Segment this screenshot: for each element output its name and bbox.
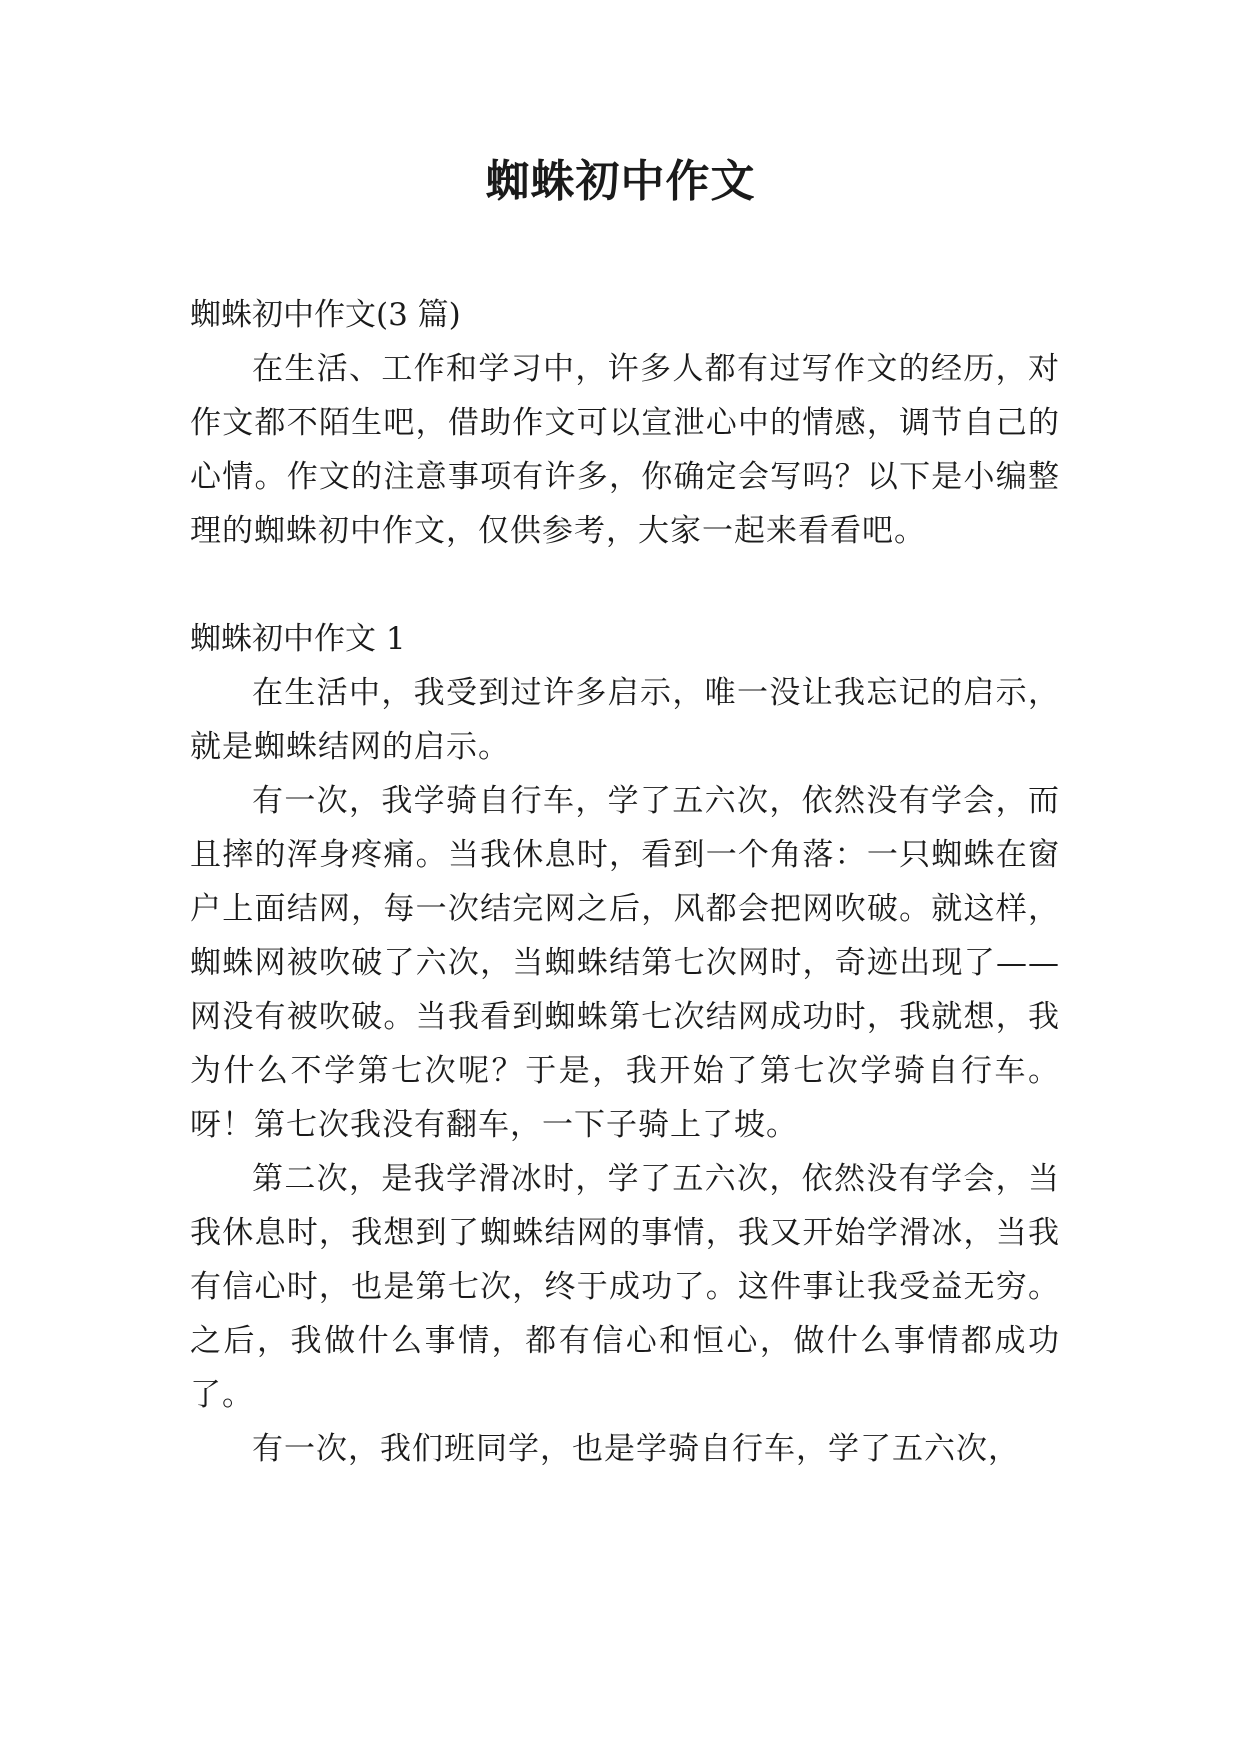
document-title: 蜘蛛初中作文 — [485, 156, 756, 207]
document-body — [190, 288, 1060, 1476]
intro-paragraph: 在生活、工作和学习中，许多人都有过写作文的经历，对作文都不陌生吧，借助作文可以宣泄心中的情感，调节自己的心情。作文的注意事项有许多，你确定会写吗？以下是小编整理的蜘蛛初中作文，仅供参考，大家一起来看看吧。 — [190, 351, 1060, 549]
essay-1-paragraph-2: 有一次，我学骑自行车，学了五六次，依然没有学会，而且摔的浑身疼痛。当我休息时，看到一个角落：一只蜘蛛在窗户上面结网，每一次结完网之后，风都会把网吹破。就这样，蜘蛛网被吹破了六次，当蜘蛛结第七次网时，奇迹出现了——网没有被吹破。当我看到蜘蛛第七次结网成功时，我就想，我为什么不学第七次呢？于是，我开始了第七次学骑自行车。呀！第七次我没有翻车，一下子骑上了坡。 — [190, 783, 1060, 1143]
essay-1-paragraph-1: 在生活中，我受到过许多启示，唯一没让我忘记的启示，就是蜘蛛结网的启示。 — [190, 675, 1060, 765]
section-spacer — [190, 558, 1060, 612]
essay-1-heading: 蜘蛛初中作文 1 — [190, 621, 406, 657]
essay-1-paragraph-3: 第二次，是我学滑冰时，学了五六次，依然没有学会，当我休息时，我想到了蜘蛛结网的事情，我又开始学滑冰，当我有信心时，也是第七次，终于成功了。这件事让我受益无穷。之后，我做什么事情，都有信心和恒心，做什么事情都成功了。 — [190, 1161, 1060, 1413]
essay-1-paragraph-4: 有一次，我们班同学，也是学骑自行车，学了五六次， — [252, 1431, 1020, 1467]
intro-heading: 蜘蛛初中作文(3 篇) — [190, 297, 461, 333]
